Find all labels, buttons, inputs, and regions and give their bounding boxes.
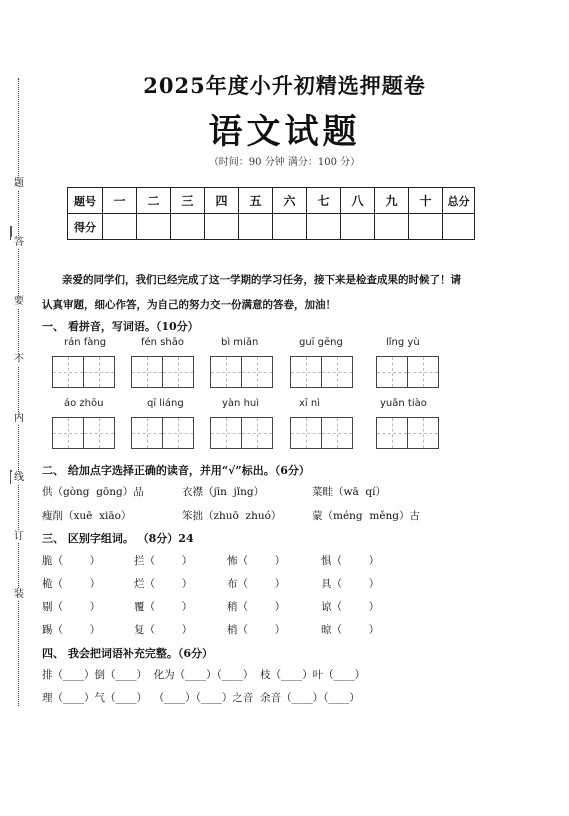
pinyin-label: yàn huì — [222, 398, 260, 409]
header-cell: 三 — [171, 188, 205, 214]
score-cell[interactable] — [103, 214, 137, 240]
word-group-item[interactable]: 剔（ ） — [42, 601, 101, 613]
pronunciation-item[interactable]: 菜畦（wā qí） — [312, 486, 387, 498]
word-group-item[interactable]: 覆（ ） — [134, 601, 193, 613]
pronunciation-item[interactable]: 笨拙（zhuō zhuó） — [182, 510, 282, 522]
time-and-score-note: （时间：90 分钟 满分：100 分） — [208, 157, 361, 168]
section-1-title: 一、 看拼音，写词语。（10分） — [42, 320, 199, 333]
pinyin-label: xī nì — [299, 398, 320, 409]
score-cell[interactable] — [137, 214, 171, 240]
word-group-item[interactable]: 晾（ ） — [321, 624, 380, 636]
tianzige-box[interactable] — [131, 356, 193, 388]
score-cell[interactable] — [205, 214, 239, 240]
header-cell: 一 — [103, 188, 137, 214]
score-cell[interactable] — [171, 214, 205, 240]
pinyin-label: áo zhōu — [64, 398, 104, 409]
score-cell[interactable] — [341, 214, 375, 240]
tianzige-box[interactable] — [376, 356, 438, 388]
word-group-item[interactable]: 具（ ） — [321, 578, 380, 590]
pinyin-label: fén shāo — [141, 337, 184, 348]
exam-title: 2025年度小升初精选押题卷 — [143, 73, 426, 98]
word-group-item[interactable]: 惧（ ） — [321, 555, 380, 567]
score-table — [67, 187, 475, 240]
margin-char: 不 — [11, 354, 27, 366]
pinyin-label: qī liáng — [147, 398, 184, 409]
score-cell[interactable] — [239, 214, 273, 240]
header-cell: 十 — [409, 188, 443, 214]
tianzige-box[interactable] — [290, 356, 352, 388]
intro-line: 亲爱的同学们，我们已经完成了这一学期的学习任务，接下来是检查成果的时候了！请 — [62, 274, 461, 286]
header-cell: 六 — [273, 188, 307, 214]
word-group-item[interactable]: 踢（ ） — [42, 624, 101, 636]
score-cell[interactable] — [409, 214, 443, 240]
tianzige-box[interactable] — [376, 417, 438, 449]
score-table-score-row — [68, 214, 475, 240]
word-group-item[interactable]: 谅（ ） — [321, 601, 380, 613]
fill-in-line[interactable]: 排（____）倒（____） 化为（____）（____） 枝（____）叶（____） — [42, 669, 366, 681]
pinyin-label: guī gēng — [299, 337, 343, 348]
header-cell: 题号 — [68, 188, 103, 214]
margin-char: 要 — [11, 296, 27, 308]
word-group-item[interactable]: 复（ ） — [134, 624, 193, 636]
margin-char: 线 — [11, 472, 27, 484]
pinyin-label: yuǎn tiào — [380, 398, 427, 409]
pronunciation-item[interactable]: 瘦削（xuē xiāo） — [42, 510, 132, 522]
section-4-title: 四、 我会把词语补充完整。（6分） — [42, 647, 213, 660]
header-cell: 四 — [205, 188, 239, 214]
score-table-header-row — [68, 188, 475, 214]
pronunciation-item[interactable]: 衣襟（jīn jǐng） — [182, 486, 265, 498]
binding-margin-line — [18, 78, 19, 706]
section-2-title: 二、 给加点字选择正确的读音，并用“√”标出。（6分） — [42, 464, 310, 477]
tianzige-box[interactable] — [52, 356, 114, 388]
tianzige-box[interactable] — [210, 356, 272, 388]
score-cell[interactable] — [375, 214, 409, 240]
margin-char: 装 — [11, 589, 27, 601]
word-group-item[interactable]: 拦（ ） — [134, 555, 193, 567]
word-group-item[interactable]: 桅（ ） — [42, 578, 101, 590]
margin-char: 内 — [11, 413, 27, 425]
tianzige-box[interactable] — [210, 417, 272, 449]
pronunciation-item[interactable]: 蒙（méng měng）古 — [312, 510, 420, 522]
margin-char: 答 — [11, 237, 27, 249]
header-cell: 八 — [341, 188, 375, 214]
tianzige-box[interactable] — [52, 417, 114, 449]
word-group-item[interactable]: 脆（ ） — [42, 555, 101, 567]
header-cell: 总分 — [443, 188, 475, 214]
tianzige-box[interactable] — [290, 417, 352, 449]
pinyin-label: bì miǎn — [221, 337, 259, 348]
header-cell: 二 — [137, 188, 171, 214]
header-cell: 五 — [239, 188, 273, 214]
margin-char: 订 — [11, 531, 27, 543]
margin-char: 题 — [11, 178, 27, 190]
section-3-title: 三、 区别字组词。 （8分）24 — [42, 532, 194, 545]
score-cell[interactable] — [273, 214, 307, 240]
header-cell: 九 — [375, 188, 409, 214]
word-group-item[interactable]: 梢（ ） — [227, 624, 286, 636]
word-group-item[interactable]: 布（ ） — [227, 578, 286, 590]
pinyin-label: rán fàng — [64, 337, 107, 348]
subject-title: 语文试题 — [208, 112, 361, 152]
word-group-item[interactable]: 怖（ ） — [227, 555, 286, 567]
score-cell[interactable] — [443, 214, 475, 240]
score-row-label: 得分 — [68, 214, 103, 240]
word-group-item[interactable]: 烂（ ） — [134, 578, 193, 590]
pronunciation-item[interactable]: 供（gòng gōng）品 — [42, 486, 144, 498]
pinyin-label: lǐng yù — [386, 337, 420, 348]
intro-line: 认真审题，细心作答，为自己的努力交一份满意的答卷，加油！ — [42, 299, 336, 311]
header-cell: 七 — [307, 188, 341, 214]
word-group-item[interactable]: 稍（ ） — [227, 601, 286, 613]
tianzige-box[interactable] — [131, 417, 193, 449]
score-cell[interactable] — [307, 214, 341, 240]
fill-in-line[interactable]: 理（____）气（____） （____）（____）之音 余音（____）（____） — [42, 692, 360, 704]
